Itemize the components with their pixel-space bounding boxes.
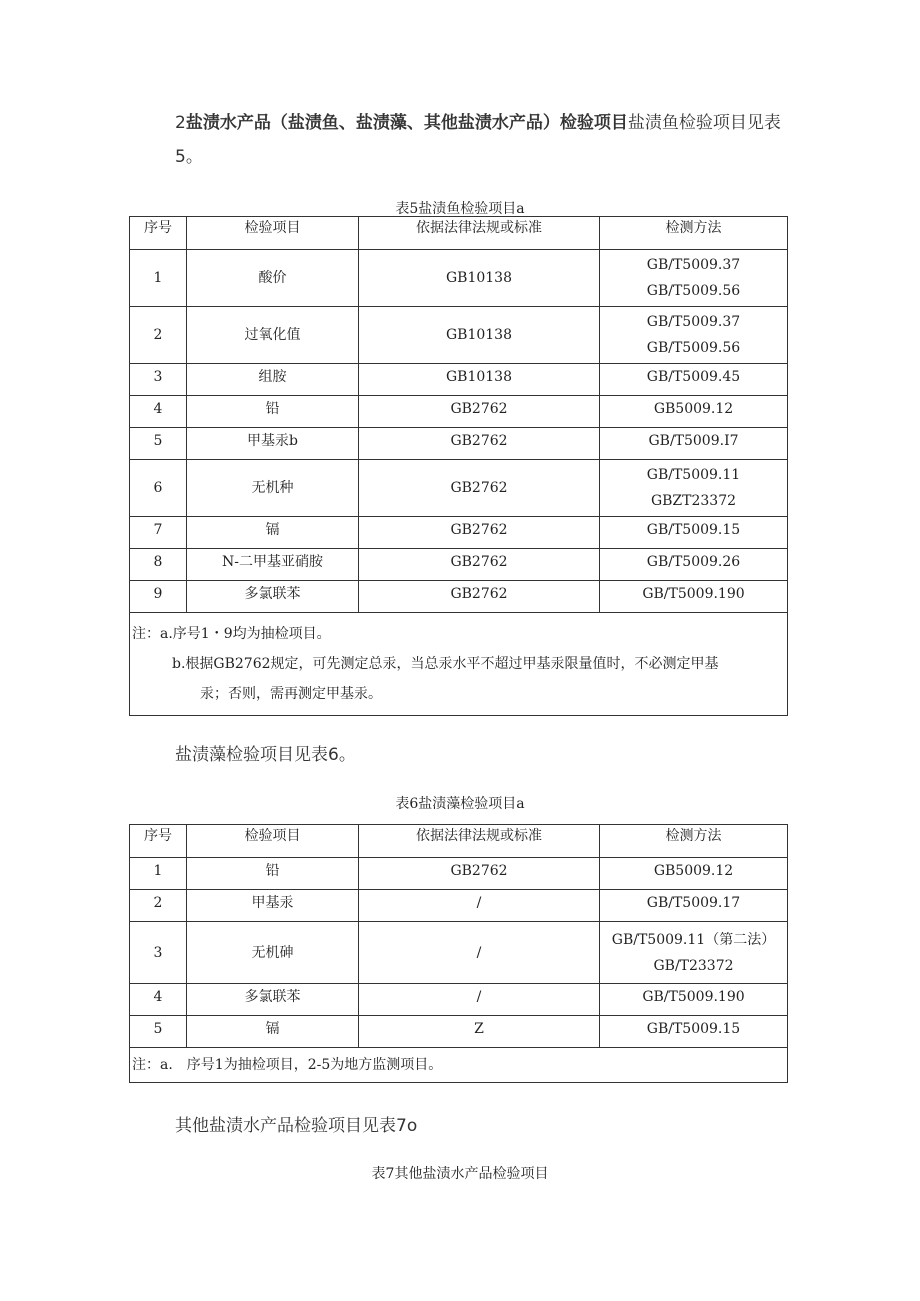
note-row	[130, 1048, 788, 1083]
note-a: 注：a.序号1・9均为抽检项目。	[132, 626, 331, 642]
table-row	[130, 428, 788, 460]
cell-method	[600, 922, 788, 984]
cell-method	[600, 364, 788, 396]
cell-no: 8	[130, 549, 187, 581]
table6-caption: 表6盐渍藻检验项目a	[395, 796, 525, 812]
cell-no: 5	[130, 1016, 187, 1048]
method-line: GB/T5009.37	[646, 314, 741, 330]
table5-caption: 表5盐渍鱼检验项目a	[395, 201, 525, 217]
method-line: GB/T23372	[653, 957, 734, 974]
cell-item: 铅	[187, 858, 359, 890]
cell-method	[600, 858, 788, 890]
method-line: GB/T5009.15	[646, 1021, 741, 1037]
table-note	[130, 1048, 788, 1083]
method-line: GB/T5009.190	[642, 586, 745, 602]
cell-item: 多氯联苯	[187, 984, 359, 1016]
cell-no: 9	[130, 581, 187, 613]
note-a: 注：a. 序号1为抽检项目，2-5为地方监测项目。	[132, 1057, 443, 1073]
table-row	[130, 517, 788, 549]
cell-no: 7	[130, 517, 187, 549]
method-line: GB/T5009.11（第二法）	[611, 931, 776, 948]
method-line: GB/T5009.17	[646, 895, 741, 911]
cell-method	[600, 549, 788, 581]
cell-item: 甲基汞	[187, 890, 359, 922]
method-line: GB/T5009.15	[646, 522, 741, 538]
cell-no: 2	[130, 307, 187, 364]
table7-caption: 表7其他盐渍水产品检验项目	[371, 1166, 549, 1182]
cell-no: 4	[130, 396, 187, 428]
method-line: GB/T5009.I7	[648, 433, 739, 449]
method-line: GB/T5009.56	[646, 340, 741, 356]
table-row	[130, 581, 788, 613]
header-item: 检验项目	[187, 217, 359, 250]
header-row	[130, 825, 788, 858]
cell-method	[600, 307, 788, 364]
cell-standard: GB10138	[359, 250, 600, 307]
table-row	[130, 307, 788, 364]
header-row	[130, 217, 788, 250]
header-no: 序号	[130, 217, 187, 250]
cell-method	[600, 428, 788, 460]
cell-item: 无机砷	[187, 922, 359, 984]
cell-item: 过氧化值	[187, 307, 359, 364]
header-method: 检测方法	[600, 825, 788, 858]
table-row	[130, 858, 788, 890]
para-table7-intro: 其他盐渍水产品检验项目见表7o	[175, 1116, 418, 1136]
cell-item: 酸价	[187, 250, 359, 307]
cell-method	[600, 984, 788, 1016]
method-line: GB/T5009.26	[646, 554, 741, 570]
cell-item: 多氯联苯	[187, 581, 359, 613]
cell-method	[600, 581, 788, 613]
table-row	[130, 460, 788, 517]
cell-item: 镉	[187, 517, 359, 549]
cell-method	[600, 250, 788, 307]
cell-item: N-二甲基亚硝胺	[187, 549, 359, 581]
cell-no: 3	[130, 922, 187, 984]
note-row	[130, 613, 788, 716]
cell-standard: GB10138	[359, 364, 600, 396]
cell-standard: GB2762	[359, 581, 600, 613]
heading-number: 2	[175, 113, 186, 133]
method-line: GB/T5009.45	[646, 369, 741, 385]
cell-standard: GB2762	[359, 517, 600, 549]
table6	[129, 824, 788, 1083]
header-item: 检验项目	[187, 825, 359, 858]
cell-method	[600, 396, 788, 428]
para-table6-intro: 盐渍藻检验项目见表6。	[175, 745, 356, 765]
cell-standard: GB2762	[359, 549, 600, 581]
cell-standard: /	[359, 922, 600, 984]
method-line: GB/T5009.11	[646, 467, 741, 483]
cell-item: 铅	[187, 396, 359, 428]
header-method: 检测方法	[600, 217, 788, 250]
cell-no: 1	[130, 858, 187, 890]
method-line: GB/T5009.190	[642, 989, 745, 1005]
table-row	[130, 890, 788, 922]
method-line: GBZT23372	[650, 493, 737, 509]
cell-standard: GB2762	[359, 396, 600, 428]
method-line: GB/T5009.37	[646, 257, 741, 273]
section-heading	[175, 106, 795, 174]
cell-item: 无机种	[187, 460, 359, 517]
cell-no: 4	[130, 984, 187, 1016]
table-row	[130, 364, 788, 396]
cell-no: 2	[130, 890, 187, 922]
cell-method	[600, 1016, 788, 1048]
cell-item: 甲基汞b	[187, 428, 359, 460]
cell-no: 1	[130, 250, 187, 307]
header-standard: 依据法律法规或标准	[359, 217, 600, 250]
method-line: GB5009.12	[653, 863, 734, 879]
method-line: GB/T5009.56	[646, 283, 741, 299]
cell-standard: GB2762	[359, 460, 600, 517]
table-row	[130, 984, 788, 1016]
table-row	[130, 549, 788, 581]
heading-bold-title: 盐渍水产品（盐渍鱼、盐渍藻、其他盐渍水产品）检验项目	[185, 113, 628, 133]
header-no: 序号	[130, 825, 187, 858]
table-row	[130, 922, 788, 984]
cell-method	[600, 517, 788, 549]
cell-item: 组胺	[187, 364, 359, 396]
cell-method	[600, 460, 788, 517]
table5	[129, 216, 788, 716]
method-line: GB5009.12	[653, 401, 734, 417]
cell-item: 镉	[187, 1016, 359, 1048]
cell-no: 3	[130, 364, 187, 396]
cell-standard: GB2762	[359, 428, 600, 460]
header-standard: 依据法律法规或标准	[359, 825, 600, 858]
table-row	[130, 250, 788, 307]
cell-method	[600, 890, 788, 922]
cell-standard: GB10138	[359, 307, 600, 364]
note-b-line2: 汞；否则，需再测定甲基汞。	[200, 686, 382, 702]
cell-no: 5	[130, 428, 187, 460]
table-row	[130, 1016, 788, 1048]
table-note	[130, 613, 788, 716]
cell-standard: GB2762	[359, 858, 600, 890]
note-b-line1: b.根据GB2762规定，可先测定总汞，当总汞水平不超过甲基汞限量值时，不必测定甲基	[172, 656, 719, 672]
cell-standard: /	[359, 890, 600, 922]
heading-rest: 盐渍鱼检验项目见表5。	[175, 113, 781, 167]
cell-standard: Z	[359, 1016, 600, 1048]
cell-no: 6	[130, 460, 187, 517]
cell-standard: /	[359, 984, 600, 1016]
table-row	[130, 396, 788, 428]
